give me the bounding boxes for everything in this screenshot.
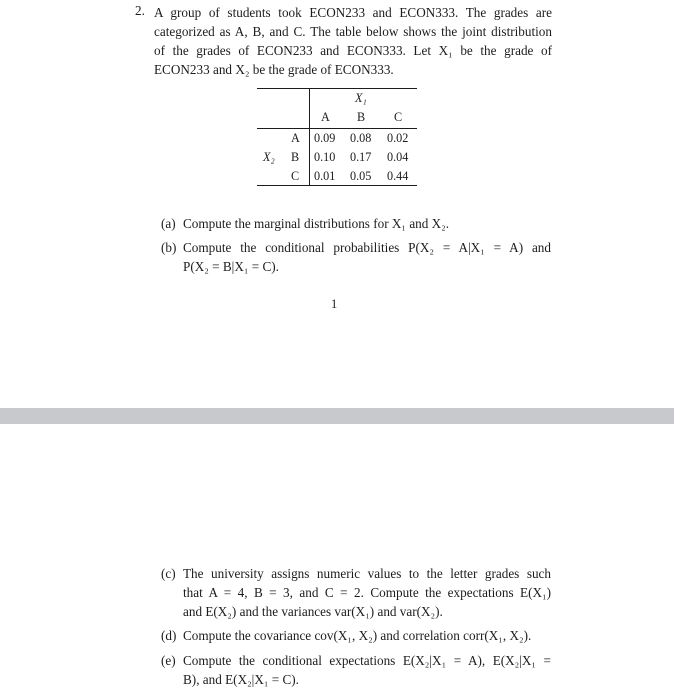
part-label: (d) bbox=[161, 628, 177, 643]
page-2 bbox=[0, 424, 674, 700]
table-vertical-rule bbox=[309, 88, 310, 185]
col-label-c: C bbox=[394, 110, 403, 124]
table-cell: 0.10 bbox=[314, 150, 336, 164]
question-number: 2. bbox=[135, 3, 145, 18]
table-cell: 0.08 bbox=[350, 131, 372, 145]
table-cell: 0.09 bbox=[314, 131, 336, 145]
col-label-b: B bbox=[357, 110, 366, 124]
intro-line: ECON233 and X₂ be the grade of ECON333. bbox=[154, 62, 394, 77]
table-bottom-rule bbox=[257, 185, 417, 186]
col-variable: X₁ bbox=[355, 91, 367, 105]
table-top-rule bbox=[257, 88, 417, 89]
part-text-line: B), and E(X₂|X₁ = C). bbox=[183, 672, 299, 687]
part-text-line: Compute the marginal distributions for X₁ and X₂. bbox=[183, 216, 450, 231]
row-variable: X₂ bbox=[263, 150, 275, 164]
page-separator bbox=[0, 408, 674, 424]
part-label: (e) bbox=[161, 653, 176, 668]
table-cell: 0.01 bbox=[314, 169, 336, 183]
part-text-line: Compute the conditional expectations E(X₂|X₁ = A), E(X₂|X₁ = bbox=[183, 653, 551, 668]
part-text-line: Compute the conditional probabilities P(X₂ = A|X₁ = A) and bbox=[183, 240, 551, 255]
part-text-line: P(X₂ = B|X₁ = C). bbox=[183, 259, 279, 274]
row-label-a: A bbox=[291, 131, 300, 145]
part-label: (a) bbox=[161, 216, 176, 231]
intro-line: categorized as A, B, and C. The table below shows the joint distribution bbox=[154, 24, 552, 39]
intro-line: of the grades of ECON233 and ECON333. Let X₁ be the grade of bbox=[154, 43, 552, 58]
col-label-a: A bbox=[321, 110, 330, 124]
intro-line: A group of students took ECON233 and ECON333. The grades are bbox=[154, 5, 552, 20]
joint-distribution-table bbox=[257, 88, 417, 188]
part-text-line: The university assigns numeric values to the letter grades such bbox=[183, 566, 551, 581]
part-text-line: Compute the covariance cov(X₁, X₂) and correlation corr(X₁, X₂). bbox=[183, 628, 532, 643]
page-number: 1 bbox=[331, 297, 338, 311]
table-cell: 0.44 bbox=[387, 169, 409, 183]
row-label-c: C bbox=[291, 169, 300, 183]
table-cell: 0.05 bbox=[350, 169, 372, 183]
question-intro bbox=[154, 3, 552, 79]
part-label: (b) bbox=[161, 240, 177, 255]
row-label-b: B bbox=[291, 150, 300, 164]
part-text-line: and E(X₂) and the variances var(X₁) and var(X₂). bbox=[183, 604, 443, 619]
table-cell: 0.04 bbox=[387, 150, 409, 164]
part-label: (c) bbox=[161, 566, 176, 581]
table-cell: 0.02 bbox=[387, 131, 409, 145]
part-text-line: that A = 4, B = 3, and C = 2. Compute the expectations E(X₁) bbox=[183, 585, 551, 600]
table-cell: 0.17 bbox=[350, 150, 372, 164]
table-header-rule bbox=[257, 128, 417, 129]
